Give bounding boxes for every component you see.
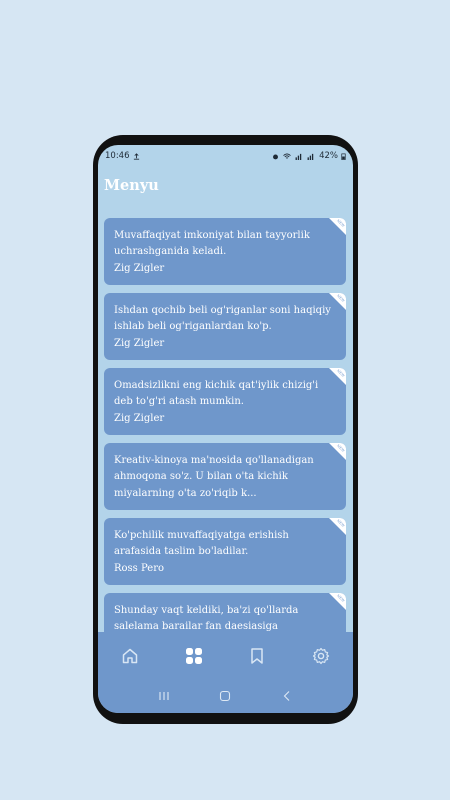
upload-icon (133, 153, 140, 160)
quote-card[interactable] (104, 443, 346, 510)
new-badge-label: NEW (336, 218, 346, 228)
home-system-button[interactable] (219, 687, 231, 706)
nav-bookmark-button[interactable] (237, 636, 277, 676)
nav-grid-button[interactable] (174, 636, 214, 676)
wifi-icon (282, 153, 292, 160)
back-system-button[interactable] (281, 687, 293, 706)
quote-text: Ishdan qochib beli og'riganlar soni haqiqiy ishlab beli og'riganlardan ko'p. (114, 305, 331, 333)
signal-icon (295, 153, 304, 160)
signal-icon-2 (307, 153, 316, 160)
phone-screen (98, 145, 353, 713)
status-right (272, 151, 346, 161)
new-badge-label: NEW (336, 368, 346, 378)
recent-apps-icon (158, 690, 170, 702)
status-battery: 42% (319, 151, 338, 161)
status-left (105, 151, 140, 161)
quote-author: Ross Pero (114, 562, 164, 574)
new-badge-icon (329, 443, 346, 460)
home-square-icon (219, 690, 231, 702)
status-bar (98, 145, 353, 167)
recent-apps-button[interactable] (158, 687, 170, 706)
new-badge-label: NEW (336, 293, 346, 303)
quote-author: Zig Zigler (114, 412, 165, 424)
grid-icon (185, 647, 203, 665)
bottom-navigation (98, 632, 353, 680)
quote-author: Zig Zigler (114, 337, 165, 349)
quote-text: Shunday vaqt keldiki, ba'zi qo'llarda salelama barailar fan daesiasiga (114, 605, 299, 632)
system-navigation-bar (98, 680, 353, 713)
new-badge-label: NEW (336, 593, 346, 603)
quote-card[interactable] (104, 593, 346, 632)
nav-home-button[interactable] (110, 636, 150, 676)
status-time: 10:46 (105, 151, 130, 161)
quote-card[interactable] (104, 518, 346, 585)
new-badge-label: NEW (336, 443, 346, 453)
home-icon (121, 647, 139, 665)
new-badge-icon (329, 368, 346, 385)
alarm-icon (272, 153, 279, 160)
quote-card[interactable] (104, 218, 346, 285)
quote-text: Ko'pchilik muvaffaqiyatga erishish arafasida taslim bo'ladilar. (114, 530, 289, 558)
settings-icon (312, 647, 330, 665)
new-badge-icon (329, 593, 346, 610)
bookmark-icon (248, 647, 266, 665)
new-badge-icon (329, 293, 346, 310)
battery-icon (341, 153, 346, 160)
quote-text: Omadsizlikni eng kichik qat'iylik chizig'i deb to'g'ri atash mumkin. (114, 380, 319, 408)
quote-list[interactable] (104, 218, 346, 632)
quote-text: Kreativ-kinoya ma'nosida qo'llanadigan ahmoqona so'z. U bilan o'ta kichik miyalarning o'ta zo'riqib k... (114, 455, 314, 499)
quote-text: Muvaffaqiyat imkoniyat bilan tayyorlik uchrashganida keladi. (114, 230, 310, 258)
quote-card[interactable] (104, 368, 346, 435)
new-badge-label: NEW (336, 518, 346, 528)
nav-settings-button[interactable] (301, 636, 341, 676)
quote-card[interactable] (104, 293, 346, 360)
new-badge-icon (329, 218, 346, 235)
new-badge-icon (329, 518, 346, 535)
page-title: Menyu (104, 177, 159, 194)
back-chevron-icon (281, 690, 293, 702)
quote-author: Zig Zigler (114, 262, 165, 274)
